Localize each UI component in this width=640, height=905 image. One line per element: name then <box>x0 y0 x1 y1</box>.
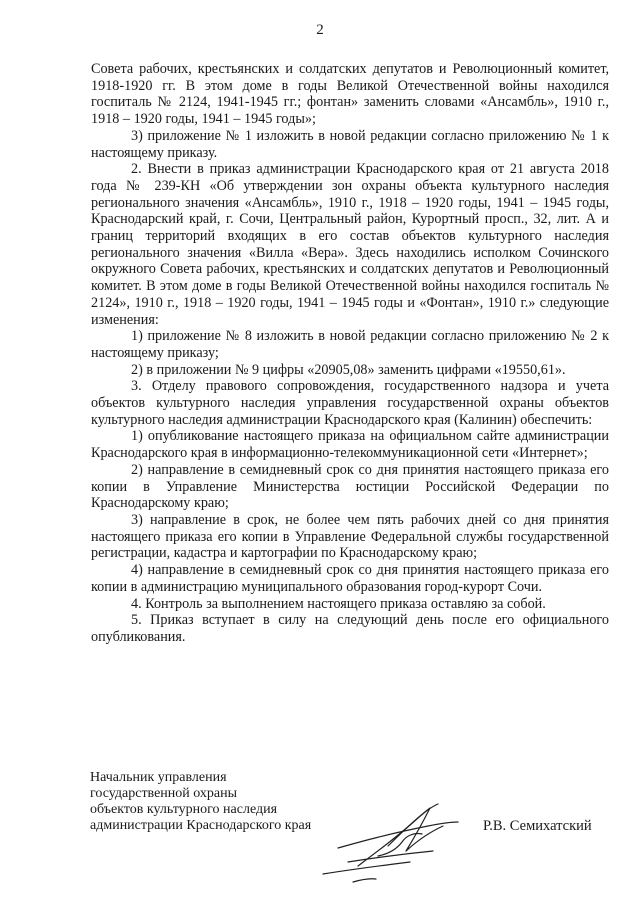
paragraph: 2) в приложении № 9 цифры «20905,08» заменить цифрами «19550,61». <box>131 361 566 378</box>
document-body <box>91 61 609 646</box>
signatory-title-line: объектов культурного наследия <box>90 802 278 817</box>
paragraph: 2. Внести в приказ администрации Краснодарского края от 21 августа 2018 года № 239-КН «Об утверждении зон охраны объекта культурного наследия регионального значения «Ансамбль», 1910 г., 1918 – 1920 годы, 1941 – 1945 годы, Краснодарский край, г. Сочи, Центральный район, Курортный просп., 32, лит. А и границ территорий входящих в его состав объектов культурного наследия регионального значения «Вилла «Вера». Здесь находились исполком Сочинского окружного Совета рабочих, крестьянских и солдатских депутатов и Революционный комитет. В этом доме в годы Великой Отечественной войны находился госпиталь № 2124», 1910 г., 1918 – 1920 годы, 1941 – 1945 годы и «Фонтан», 1910 г.» следующие изменения: <box>91 161 609 328</box>
paragraph: 2) направление в семидневный срок со дня принятия настоящего приказа его копии в Управление Министерства юстиции Российской Федерации по Краснодарскому краю; <box>91 461 609 512</box>
signatory-name: Р.В. Семихатский <box>483 818 592 834</box>
paragraph: Совета рабочих, крестьянских и солдатских депутатов и Революционный комитет, 1918-1920 гг. В этом доме в годы Великой Отечественной войны находился госпиталь № 2124, 1941-1945 гг.; фонтан» заменить словами «Ансамбль», 1910 г., 1918 – 1920 годы, 1941 – 1945 годы»; <box>91 61 609 128</box>
signatory-title-line: государственной охраны <box>90 786 238 801</box>
signatory-title-line: Начальник управления <box>90 770 227 785</box>
paragraph: 3) приложение № 1 изложить в новой редакции согласно приложению № 1 к настоящему приказу. <box>91 127 609 161</box>
paragraph: 3) направление в срок, не более чем пять рабочих дней со дня принятия настоящего приказа его копии в Управление Федеральной службы государственной регистрации, кадастра и картографии по Краснодарскому краю; <box>91 511 609 562</box>
signatory-title-line: администрации Краснодарского края <box>90 818 312 833</box>
paragraph: 1) приложение № 8 изложить в новой редакции согласно приложению № 2 к настоящему приказу; <box>91 328 609 361</box>
paragraph: 4) направление в семидневный срок со дня принятия настоящего приказа его копии в администрацию муниципального образования город-курорт Сочи. <box>91 562 609 595</box>
page-number: 2 <box>316 22 324 38</box>
signatory-title <box>90 770 311 834</box>
paragraph: 5. Приказ вступает в силу на следующий день после его официального опубликования. <box>91 612 609 645</box>
paragraph: 4. Контроль за выполнением настоящего приказа оставляю за собой. <box>131 595 546 612</box>
paragraph: 1) опубликование настоящего приказа на официальном сайте администрации Краснодарского края в информационно-телекоммуникационной сети «Интернет»; <box>91 428 609 462</box>
paragraph: 3. Отделу правового сопровождения, государственного надзора и учета объектов культурного наследия управления государственной охраны объектов культурного наследия администрации Краснодарского края (Калинин) обеспечить: <box>91 378 609 428</box>
handwritten-signature <box>318 796 468 886</box>
